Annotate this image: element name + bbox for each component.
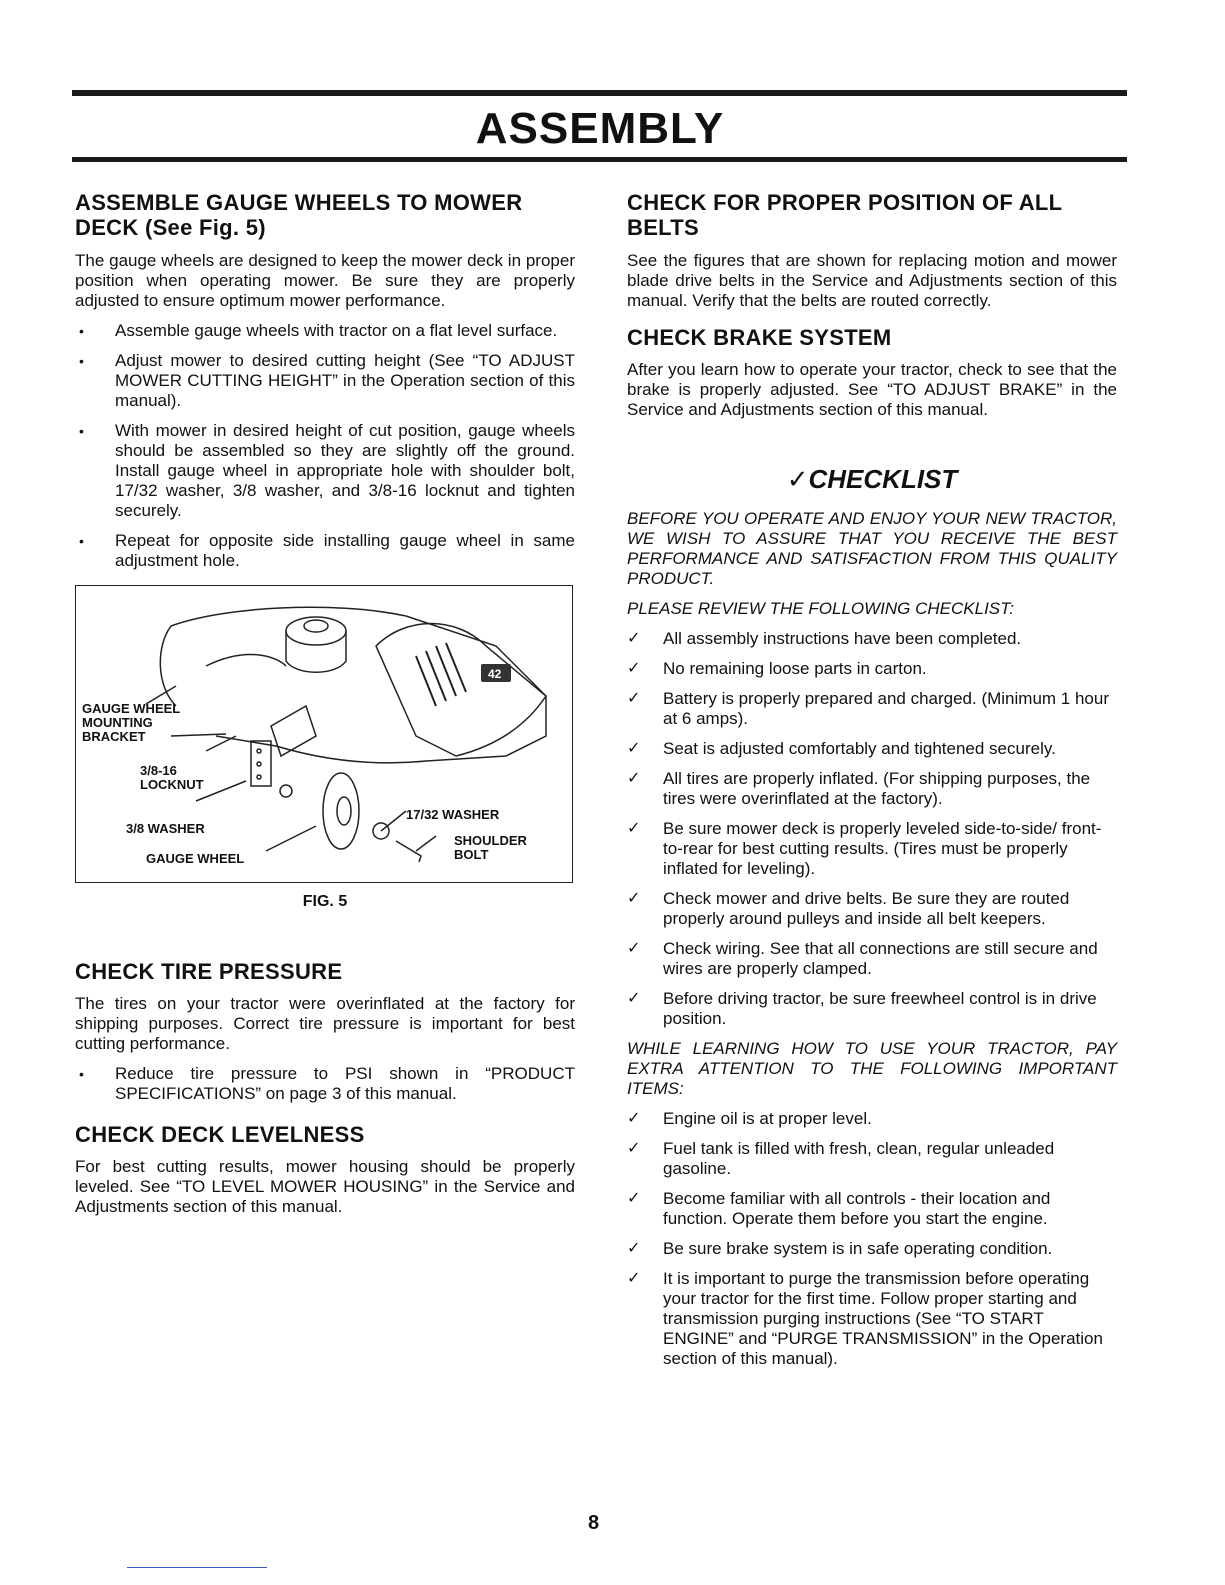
top-rule	[72, 90, 1127, 96]
tire-pressure-heading: CHECK TIRE PRESSURE	[75, 958, 343, 984]
checklist-review: PLEASE REVIEW THE FOLLOWING CHECKLIST:	[627, 598, 1014, 618]
footer-line	[127, 1567, 267, 1568]
learning-item: ✓ Engine oil is at proper level.	[627, 1109, 1117, 1129]
brake-body: After you learn how to operate your tractor, check to see that the brake is properly adjusted. See “TO ADJUST BRAKE” in the Service and Adjustments section of this manual.	[627, 359, 1117, 419]
mounting-bracket	[271, 706, 316, 756]
gauge-wheel-shape	[323, 773, 359, 849]
deck-levelness-body: For best cutting results, mower housing should be properly leveled. See “TO LEVEL MOWER HOUSING” in the Service and Adjustments section of this manual.	[75, 1157, 575, 1217]
gauge-step: • Adjust mower to desired cutting height (See “TO ADJUST MOWER CUTTING HEIGHT” in the Operation section of this manual).	[75, 351, 575, 411]
checklist-item: ✓ All assembly instructions have been completed.	[627, 629, 1117, 649]
checklist-items	[627, 629, 1117, 1029]
checklist-item: ✓ All tires are properly inflated. (For shipping purposes, the tires were overinflated at the factory).	[627, 769, 1117, 809]
checklist-intro: BEFORE YOU OPERATE AND ENJOY YOUR NEW TRACTOR, WE WISH TO ASSURE THAT YOU RECEIVE THE BEST PERFORMANCE AND SATISFACTION FROM THIS QUALITY PRODUCT.	[627, 508, 1117, 588]
gauge-wheels-steps	[75, 321, 575, 571]
deck-badge: 42	[488, 666, 502, 681]
right-column	[627, 190, 1117, 1379]
checklist-item: ✓ Seat is adjusted comfortably and tightened securely.	[627, 739, 1117, 759]
gauge-step: • With mower in desired height of cut position, gauge wheels should be assembled so they are slightly off the ground. Install gauge wheel in appropriate hole with shoulder bolt, 17/32 washer, 3/8 washer, and 3/8-16 locknut and tighten securely.	[75, 421, 575, 521]
page-title: ASSEMBLY	[475, 104, 725, 153]
label-1732-washer: 17/32 WASHER	[406, 806, 500, 822]
gauge-step: • Assemble gauge wheels with tractor on a flat level surface.	[75, 321, 575, 341]
left-column	[75, 190, 575, 1227]
figure-5	[75, 585, 573, 883]
checklist-item: ✓ No remaining loose parts in carton.	[627, 659, 1117, 679]
label-shoulder-bolt: SHOULDER BOLT	[454, 832, 527, 862]
page-number: 8	[588, 1512, 600, 1534]
tire-step: • Reduce tire pressure to PSI shown in “PRODUCT SPECIFICATIONS” on page 3 of this manual.	[75, 1064, 575, 1104]
label-gauge-wheel-bracket: GAUGE WHEEL MOUNTING BRACKET	[82, 700, 180, 744]
tire-pressure-intro: The tires on your tractor were overinflated at the factory for shipping purposes. Correct tire pressure is important for best cutting performance.	[75, 993, 575, 1053]
brake-heading: CHECK BRAKE SYSTEM	[627, 324, 892, 350]
learning-item: ✓ Become familiar with all controls - their location and function. Operate them before you start the engine.	[627, 1189, 1117, 1229]
belts-heading: CHECK FOR PROPER POSITION OF ALL BELTS	[627, 190, 1062, 241]
learning-item: ✓ It is important to purge the transmission before operating your tractor for the first time. Follow proper starting and transmission purging instructions (See “TO START ENGINE” and “PURGE TRANSMISSION” in the Operation section of this manual).	[627, 1269, 1117, 1369]
learning-item: ✓ Be sure brake system is in safe operating condition.	[627, 1239, 1117, 1259]
deck-levelness-heading: CHECK DECK LEVELNESS	[75, 1121, 365, 1147]
checklist-item: ✓ Battery is properly prepared and charged. (Minimum 1 hour at 6 amps).	[627, 689, 1117, 729]
belts-body: See the figures that are shown for replacing motion and mower blade drive belts in the Service and Adjustments section of this manual. Verify that the belts are routed correctly.	[627, 250, 1117, 310]
label-gauge-wheel: GAUGE WHEEL	[146, 850, 245, 866]
tire-pressure-steps	[75, 1064, 575, 1104]
learning-items	[627, 1109, 1117, 1369]
learning-intro: WHILE LEARNING HOW TO USE YOUR TRACTOR, PAY EXTRA ATTENTION TO THE FOLLOWING IMPORTANT ITEMS:	[627, 1038, 1117, 1098]
checklist-title: ✓CHECKLIST	[786, 463, 958, 494]
pulley	[286, 617, 346, 645]
checklist-item: ✓ Check mower and drive belts. Be sure they are routed properly around pulleys and inside all belt keepers.	[627, 889, 1117, 929]
checklist-item: ✓ Be sure mower deck is properly leveled side-to-side/ front-to-rear for best cutting results. (Tires must be properly inflated for leveling).	[627, 819, 1117, 879]
figure-caption: FIG. 5	[302, 892, 348, 910]
gauge-wheels-intro: The gauge wheels are designed to keep the mower deck in proper position when operating mower. Be sure they are properly adjusted to ensure optimum mower performance.	[75, 250, 575, 310]
title-underline	[72, 157, 1127, 162]
learning-item: ✓ Fuel tank is filled with fresh, clean, regular unleaded gasoline.	[627, 1139, 1117, 1179]
label-38-washer: 3/8 WASHER	[126, 820, 205, 836]
gauge-step: • Repeat for opposite side installing gauge wheel in same adjustment hole.	[75, 531, 575, 571]
label-locknut: 3/8-16 LOCKNUT	[140, 762, 204, 792]
checklist-item: ✓ Before driving tractor, be sure freewheel control is in drive position.	[627, 989, 1117, 1029]
belt-shroud	[376, 623, 546, 756]
deck-outline	[171, 607, 546, 763]
checklist-item: ✓ Check wiring. See that all connections are still secure and wires are properly clamped.	[627, 939, 1117, 979]
gauge-wheels-heading: ASSEMBLE GAUGE WHEELS TO MOWER DECK (See Fig. 5)	[75, 190, 523, 241]
